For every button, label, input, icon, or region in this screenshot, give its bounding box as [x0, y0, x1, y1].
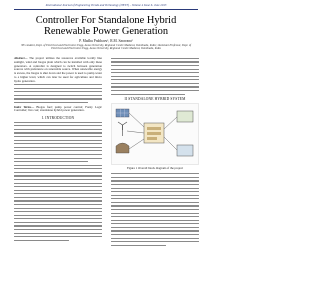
controller-block — [144, 123, 164, 143]
right-column-body-text — [111, 173, 199, 246]
block-diagram-figure — [111, 103, 199, 165]
right-column — [111, 57, 199, 248]
introduction-text — [14, 122, 102, 241]
keywords — [14, 106, 102, 114]
keywords-text: Biogas fuel; pump power control; Fuzzy Logic Controller; live cost; standalone hybrid power generation. — [14, 104, 102, 113]
journal-header: International Journal of Engineering Trends and Technology (IJETT) – Volume 4 Issue 6- June 2013 — [45, 3, 167, 7]
paper-affiliation: ¹PG student, Dept. of Electrical and Electronics Engg, Anna University, Regional Centre Madurai, Tamilnadu, India; ²Assistant Professor, Dept. of Electrical and Electronics Engg, Anna University, Regional Centre Madurai, Tamilnadu, India — [20, 42, 192, 50]
paper-authors: P. Madhu Prabhavu¹, R.M. Saravana² — [79, 38, 133, 43]
abstract-label: Abstract— — [14, 56, 28, 60]
standalone-hybrid-heading: II STANDALONE HYBRID SYSTEM — [124, 97, 186, 102]
introduction-heading: I. INTRODUCTION — [41, 115, 75, 120]
solar-panel-icon — [116, 109, 129, 117]
keywords-label: Index Terms— — [14, 104, 35, 109]
abstract-continued-text — [14, 84, 102, 103]
paper-title: Controller For Standalone Hybrid Renewable Power Generation — [35, 15, 177, 38]
abstract-text: The project utilizes the resources available locally like sunlight, wind and biogas plant which can be installed with only these generators. A controller is designed to switch between generation sources with preference on renewable source. When renewable energy is excess, the biogas is shut down and the power is used to pump water to a higher level, which can later be used for agriculture and micro hydro generation. — [14, 56, 102, 83]
figure-caption: Figure 1 Overall block diagram of the project — [126, 166, 184, 171]
left-column — [14, 57, 102, 243]
right-column-text — [111, 58, 199, 95]
header-rule — [14, 9, 198, 10]
biogas-plant-icon — [116, 143, 129, 153]
abstract — [14, 57, 102, 83]
